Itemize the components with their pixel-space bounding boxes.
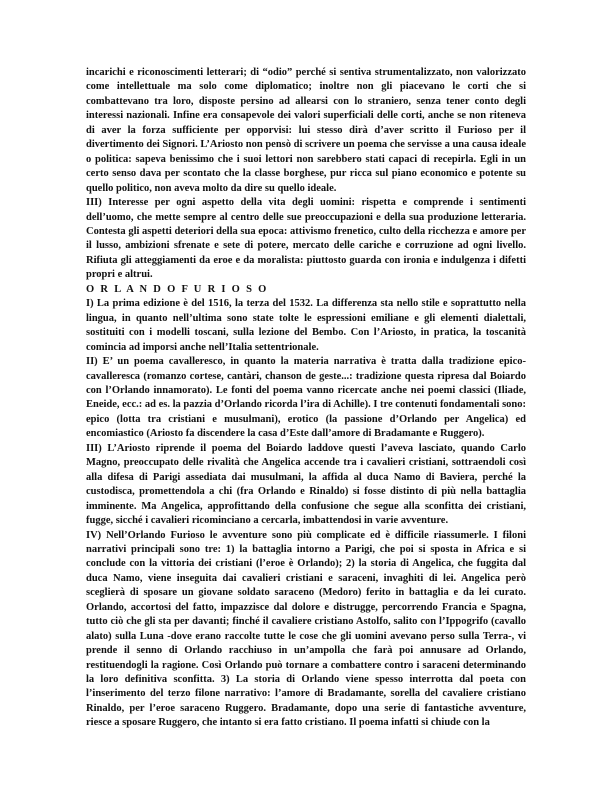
paragraph-point-iii: III) L’Ariosto riprende il poema del Boiardo laddove questi l’aveva lasciato, quando Carlo Magno, preoccupato delle rivalità che Angelica accende tra i cavalieri cristiani, sottraendoli così alla difesa di Parigi assediata dai musulmani, la affida al duca Namo di Baviera, perché la custodisca, promettendola a chi (fra Orlando e Rinaldo) si fosse distinto di più nella battaglia imminente. Ma Angelica, approfittando della confusione che segue alla sconfitta dei cristiani, fugge, sicché i cavalieri ricominciano a cercarla, imbattendosi in varie avventure. (86, 442, 526, 527)
paragraph-point-iv: IV) Nell’Orlando Furioso le avventure sono più complicate ed è difficile riassumerle. I filoni narrativi principali sono tre: 1) la battaglia intorno a Parigi, che poi si sposta in Africa e si conclude con la vittoria dei cristiani (l’eroe è Orlando); 2) la storia di Angelica, che fuggita dal duca Namo, viene inseguita dai cavalieri cristiani e saraceni, invaghiti di lei. Angelica però sceglierà di sposare un giovane soldato saraceno (Medoro) ferito in battaglia e da lei curato. Orlando, accortosi del fatto, impazzisce dal dolore e distrugge, percorrendo Francia e Spagna, tutto ciò che gli sta per davanti; finché il cavaliere cristiano Astolfo, salito con l’Ippogrifo (cavallo alato) sulla Luna -dove erano raccolte tutte le cose che gli uomini avevano perso sulla Terra-, vi prende il senno di Orlando racchiuso in un’ampolla che farà poi annusare ad Orlando, restituendogli la ragione. Così Orlando può tornare a combattere contro i saraceni determinando la loro definitiva sconfitta. 3) La storia di Orlando viene spesso interrotta dal poeta con l’inserimento del terzo filone narrativo: l’amore di Bradamante, sorella del cavaliere cristiano Rinaldo, per l’eroe saraceno Ruggero. Bradamante, dopo una serie di fantastiche avventure, riesce a sposare Ruggero, che intanto si era fatto cristiano. Il poema infatti si chiude con la (86, 529, 526, 729)
document-page (86, 66, 526, 731)
section-heading: O R L A N D O F U R I O S O (86, 283, 269, 295)
paragraph-point-ii: II) E’ un poema cavalleresco, in quanto la materia narrativa è tratta dalla tradizione epico-cavalleresca (romanzo cortese, cantàri, chanson de geste...: tradizione questa ripresa dal Boiardo con l’Orlando innamorato). Le fonti del poema vanno ricercate anche nei poemi classici (Iliade, Eneide, ecc.: ad es. la pazzia d’Orlando ricorda l’ira di Achille). I tre contenuti fondamentali sono: epico (lotta tra cristiani e musulmani), erotico (la passione d’Orlando per Angelica) ed encomiastico (Ariosto fa discendere la casa d’Este dall’amore di Bradamante e Ruggero). (86, 356, 526, 440)
paragraph-point-i: I) La prima edizione è del 1516, la terza del 1532. La differenza sta nello stile e soprattutto nella lingua, in quanto nell’ultima sono state tolte le espressioni emiliane e gli elementi dialettali, sostituiti con i modelli toscani, sulla lezione del Bembo. Con l’Ariosto, in pratica, la toscanità comincia ad imporsi anche nell’Italia settentrionale. (86, 298, 526, 353)
paragraph-point-iii-interests: III) Interesse per ogni aspetto della vita degli uomini: rispetta e comprende i sentimenti dell’uomo, che mette sempre al centro delle sue preoccupazioni e della sua produzione letteraria. Contesta gli aspetti deteriori della sua epoca: attivismo frenetico, culto della ricchezza e amore per il lusso, ambizioni sfrenate e sete di potere, mercato delle cariche e corruzione ad ogni livello. Rifiuta gli atteggiamenti da eroe e da moralista: piuttosto guarda con ironia e indulgenza i difetti propri e altrui. (86, 197, 526, 281)
paragraph-intro: incarichi e riconoscimenti letterari; di “odio” perché si sentiva strumentalizzato, non valorizzato come intellettuale ma solo come diplomatico; inoltre non gli piacevano le corti che si combattevano tra loro, disposte persino ad allearsi con lo straniero, senza tener conto degli interessi nazionali. Infine era consapevole dei valori superficiali delle corti, anche se non riteneva di aver la forza sufficiente per opporvisi: lui stesso dirà d’aver scritto il Furioso per il divertimento dei Signori. L’Ariosto non pensò di scrivere un poema che servisse a una causa ideale o politica: sapeva benissimo che i suoi lettori non sarebbero stati capaci di recepirla. Egli in un certo senso dava per scontato che la classe borghese, pur ricca sul piano economico e potente su quello politico, non aveva molto da dire su quello ideale. (86, 67, 526, 194)
